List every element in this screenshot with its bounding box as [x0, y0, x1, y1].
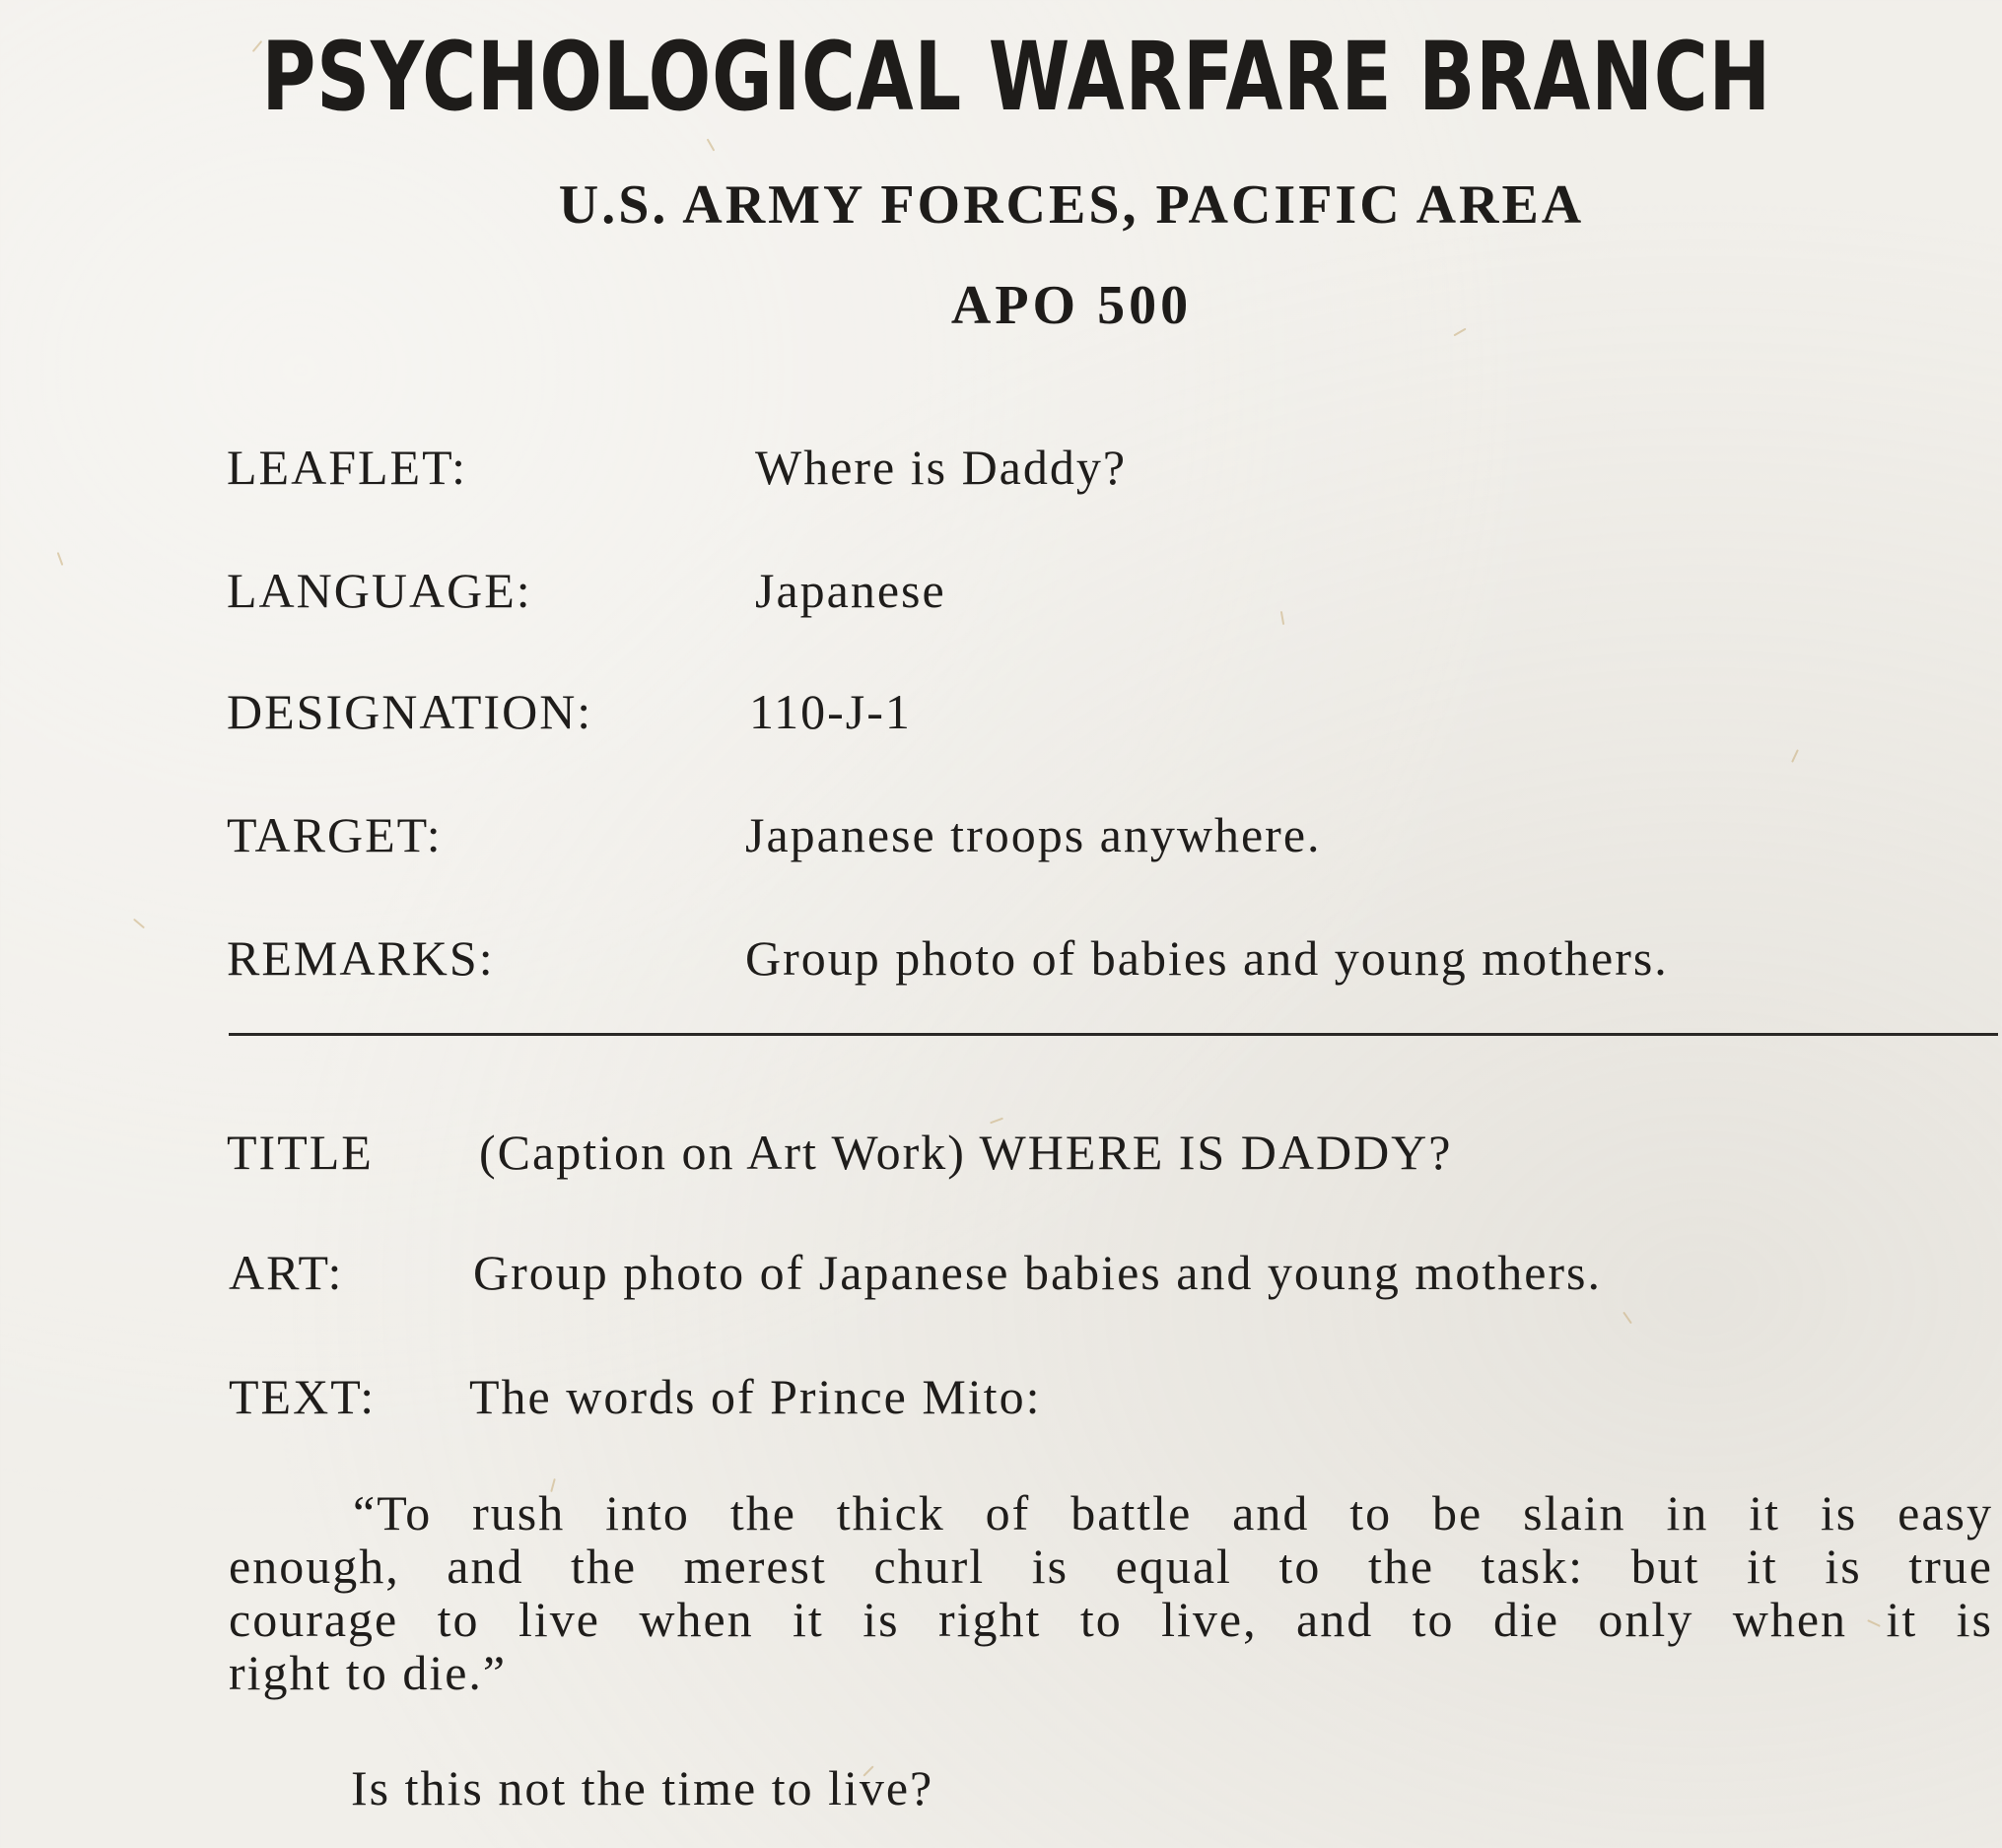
- section-divider: [229, 1033, 1998, 1036]
- art-text: Group photo of Japanese babies and young mothers.: [473, 1245, 1602, 1300]
- remarks-value: Group photo of babies and young mothers.: [745, 930, 1669, 986]
- document-heading: PSYCHOLOGICAL WARFARE BRANCH: [261, 22, 1771, 132]
- text-intro: The words of Prince Mito:: [469, 1369, 1042, 1424]
- paper-fleck: [1791, 749, 1799, 763]
- paper-fleck: [1280, 611, 1284, 625]
- organization-subheading: U.S. ARMY FORCES, PACIFIC AREA: [558, 174, 1585, 236]
- target-value: Japanese troops anywhere.: [745, 807, 1322, 862]
- target-label: TARGET:: [227, 807, 443, 862]
- title-label: TITLE: [227, 1125, 374, 1180]
- apo-subheading: APO 500: [950, 275, 1193, 336]
- paper-fleck: [1622, 1312, 1632, 1325]
- language-value: Japanese: [755, 563, 946, 618]
- art-label: ART:: [229, 1245, 344, 1300]
- remarks-label: REMARKS:: [227, 930, 495, 986]
- quote-line: enough, and the merest churl is equal to the task: but it is true: [229, 1539, 1993, 1594]
- quote-line: courage to live when it is right to live, and to die only when it is: [229, 1592, 1993, 1647]
- title-text: (Caption on Art Work) WHERE IS DADDY?: [479, 1125, 1453, 1180]
- paper-fleck: [707, 138, 716, 151]
- closing-question: Is this not the time to live?: [351, 1760, 934, 1815]
- text-label: TEXT:: [229, 1369, 377, 1424]
- leaflet-label: LEAFLET:: [227, 440, 468, 495]
- quote-line: “To rush into the thick of battle and to be slain in it is easy: [353, 1485, 1993, 1540]
- designation-label: DESIGNATION:: [227, 684, 593, 739]
- paper-fleck: [133, 919, 145, 929]
- designation-value: 110-J-1: [749, 684, 912, 739]
- language-label: LANGUAGE:: [227, 563, 532, 618]
- leaflet-value: Where is Daddy?: [755, 440, 1128, 495]
- paper-fleck: [57, 552, 64, 566]
- quote-line: right to die.”: [229, 1645, 508, 1700]
